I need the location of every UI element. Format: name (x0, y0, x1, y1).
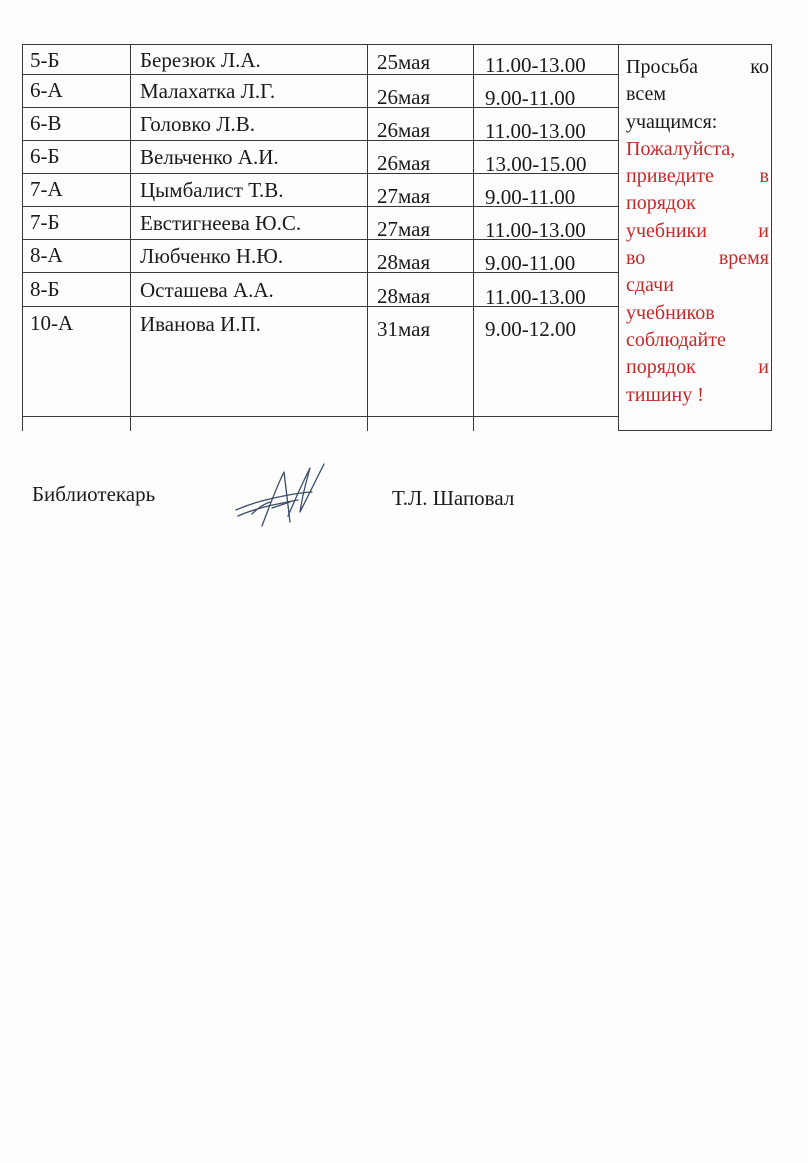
column-divider (473, 44, 474, 431)
teacher-cell: Евстигнеева Ю.С. (140, 211, 302, 235)
class-cell: 5-Б (30, 48, 60, 72)
notice-word: и (758, 356, 769, 379)
notice-word: сдачи (626, 274, 674, 297)
class-cell: 7-А (30, 177, 63, 201)
notice-line (626, 354, 769, 381)
notice-word: во (626, 247, 646, 270)
notice-word: учебники (626, 219, 707, 242)
column-divider (618, 44, 619, 431)
notice-line (626, 136, 769, 163)
notice-line (626, 218, 769, 245)
notice-line (626, 272, 769, 299)
notice-line (626, 245, 769, 272)
teacher-cell: Цымбалист Т.В. (140, 178, 284, 202)
notice-line (626, 190, 769, 217)
notice-word: всем (626, 83, 666, 106)
notice-word: учащимся: (626, 110, 718, 133)
schedule-table (22, 44, 772, 431)
notice-word: в (759, 165, 769, 188)
class-cell: 7-Б (30, 210, 60, 234)
column-divider (367, 44, 368, 431)
notice-word: порядок (626, 192, 696, 215)
date-cell: 28мая (377, 250, 431, 274)
table-border-right (771, 44, 772, 431)
teacher-cell: Любченко Н.Ю. (140, 244, 284, 268)
date-cell: 28мая (377, 284, 431, 308)
notice-line (626, 382, 769, 409)
table-border-bottom (618, 430, 772, 431)
teacher-cell: Вельченко А.И. (140, 145, 279, 169)
date-cell: 26мая (377, 85, 431, 109)
time-cell: 11.00-13.00 (485, 119, 586, 143)
class-cell: 8-Б (30, 277, 60, 301)
time-cell: 9.00-11.00 (485, 185, 576, 209)
time-cell: 11.00-13.00 (485, 285, 586, 309)
date-cell: 26мая (377, 118, 431, 142)
column-divider (130, 44, 131, 431)
time-cell: 13.00-15.00 (485, 152, 587, 176)
table-border-bottom (22, 416, 619, 417)
handwritten-signature (232, 458, 332, 530)
notice-word: тишину ! (626, 383, 704, 406)
notice-word: приведите (626, 165, 714, 188)
date-cell: 31мая (377, 317, 431, 341)
date-cell: 25мая (377, 50, 431, 74)
notice-word: ко (750, 56, 769, 78)
time-cell: 11.00-13.00 (485, 218, 586, 242)
date-cell: 27мая (377, 184, 431, 208)
time-cell: 11.00-13.00 (485, 53, 586, 77)
time-cell: 9.00-11.00 (485, 251, 576, 275)
class-cell: 8-А (30, 243, 63, 267)
table-border-left (22, 44, 23, 431)
class-cell: 6-А (30, 78, 63, 102)
table-border-top (22, 44, 772, 45)
date-cell: 26мая (377, 151, 431, 175)
notice-word: учебников (626, 301, 715, 324)
teacher-cell: Березюк Л.А. (140, 48, 261, 72)
teacher-cell: Головко Л.В. (140, 112, 256, 136)
notice-line (626, 81, 769, 108)
role-label: Библиотекарь (32, 482, 156, 506)
notice-word: время (718, 247, 769, 270)
notice-line (626, 300, 769, 327)
teacher-cell: Осташева А.А. (140, 278, 274, 302)
class-cell: 10-А (30, 311, 74, 335)
notice-word: порядок (626, 356, 696, 379)
date-cell: 27мая (377, 217, 431, 241)
class-cell: 6-В (30, 111, 62, 135)
notice-word: соблюдайте (626, 328, 726, 351)
class-cell: 6-Б (30, 144, 60, 168)
notice-line (626, 54, 769, 81)
notice-word: Просьба (626, 56, 698, 78)
time-cell: 9.00-11.00 (485, 86, 576, 110)
notice-word: Пожалуйста, (626, 137, 736, 160)
notice-word: и (758, 219, 769, 242)
notice-line (626, 109, 769, 136)
signer-name: Т.Л. Шаповал (392, 486, 515, 510)
notice-line (626, 163, 769, 190)
notice-line (626, 327, 769, 354)
teacher-cell: Иванова И.П. (140, 312, 261, 336)
notice-text (626, 54, 769, 409)
time-cell: 9.00-12.00 (485, 317, 576, 341)
teacher-cell: Малахатка Л.Г. (140, 79, 276, 103)
